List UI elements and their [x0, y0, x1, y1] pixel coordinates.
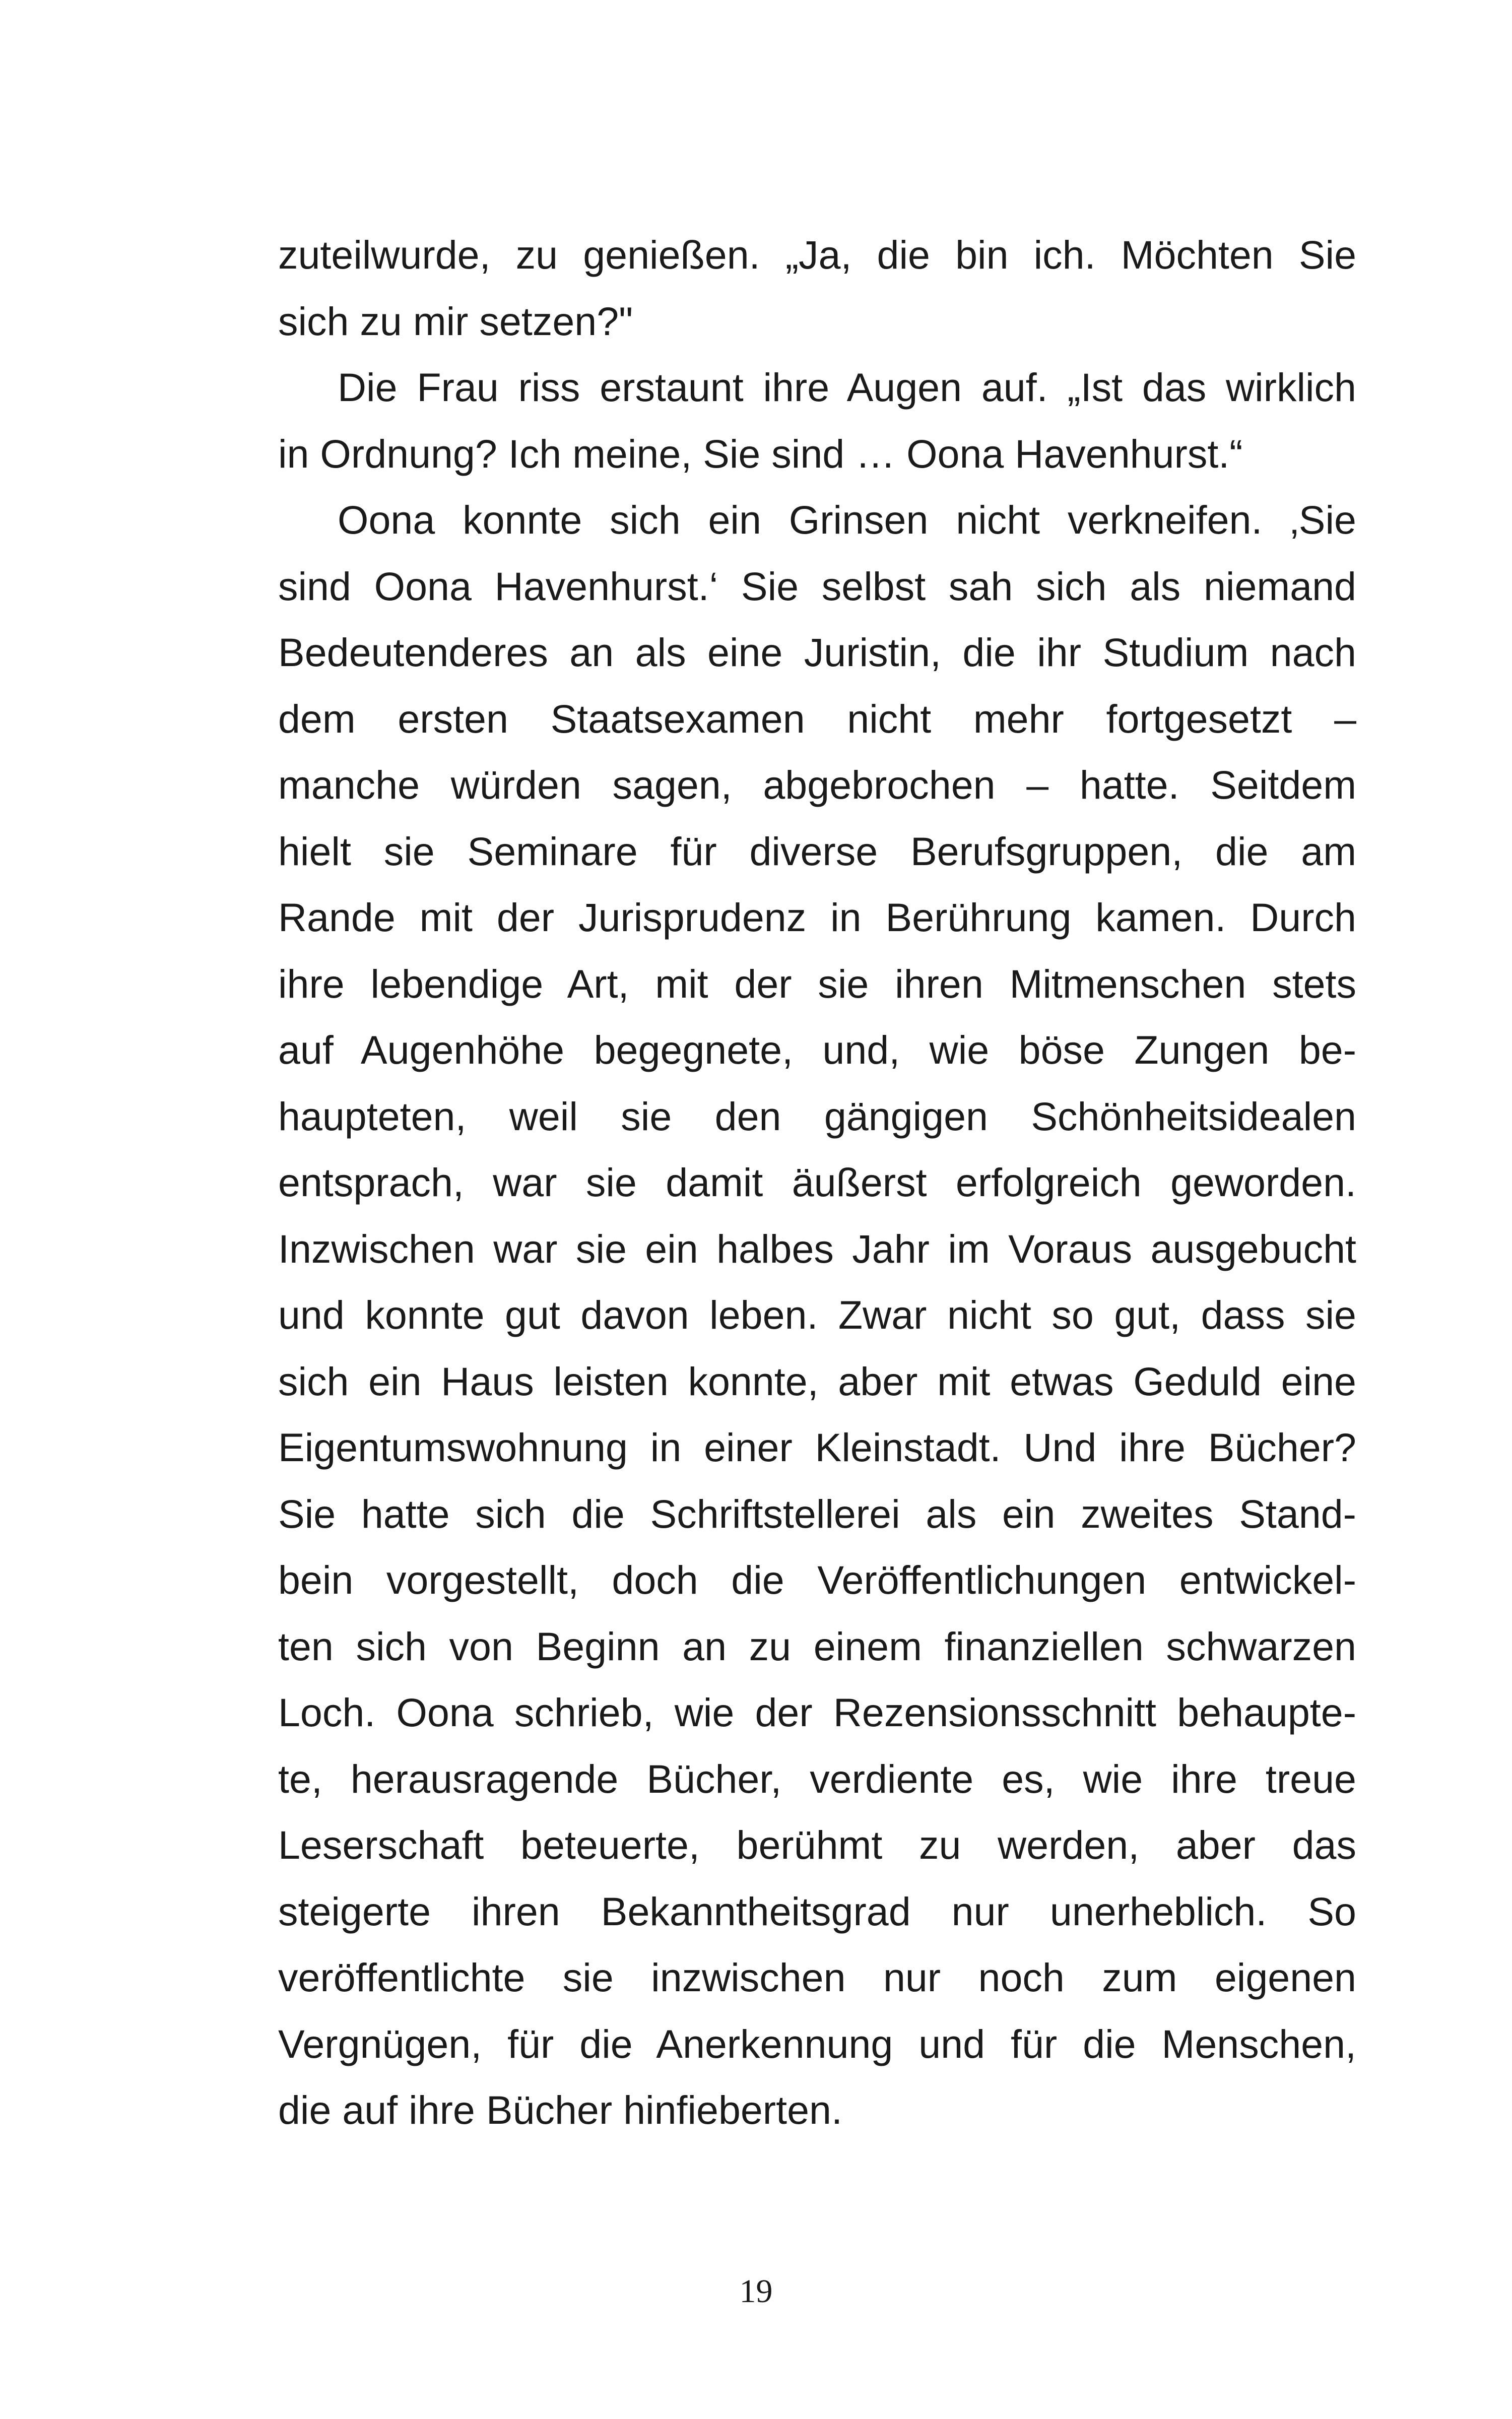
page-number: 19: [739, 2273, 773, 2310]
text-line: Inzwischen war sie ein halbes Jahr im Voraus ausgebucht: [278, 1226, 1356, 1271]
text-line: entsprach, war sie damit äußerst erfolgreich geworden.: [278, 1160, 1356, 1205]
text-line: Loch. Oona schrieb, wie der Rezensionsschnitt behaupte-: [278, 1690, 1356, 1735]
text-line: Die Frau riss erstaunt ihre Augen auf. „Ist das wirklich: [338, 365, 1356, 410]
text-line: veröffentlichte sie inzwischen nur noch zum eigenen: [278, 1955, 1356, 2000]
text-line: bein vorgestellt, doch die Veröffentlichungen entwickel-: [278, 1557, 1356, 1602]
text-line: Oona konnte sich ein Grinsen nicht verkneifen. ‚Sie: [338, 497, 1356, 542]
text-line: in Ordnung? Ich meine, Sie sind … Oona Havenhurst.“: [278, 431, 1243, 476]
text-line: Bedeutenderes an als eine Juristin, die ihr Studium nach: [278, 630, 1356, 675]
text-line: dem ersten Staatsexamen nicht mehr fortgesetzt –: [278, 696, 1356, 741]
text-line: ten sich von Beginn an zu einem finanziellen schwarzen: [278, 1623, 1356, 1669]
text-line: Rande mit der Jurisprudenz in Berührung kamen. Durch: [278, 895, 1356, 940]
text-line: ihre lebendige Art, mit der sie ihren Mitmenschen stets: [278, 961, 1356, 1006]
text-line: sich zu mir setzen?": [278, 298, 633, 344]
text-line: die auf ihre Bücher hinfieberten.: [278, 2087, 842, 2132]
text-line: Sie hatte sich die Schriftstellerei als ein zweites Stand-: [278, 1491, 1356, 1536]
text-line: und konnte gut davon leben. Zwar nicht so gut, dass sie: [278, 1292, 1356, 1337]
text-line: manche würden sagen, abgebrochen – hatte. Seitdem: [278, 762, 1356, 807]
text-line: steigerte ihren Bekanntheitsgrad nur unerheblich. So: [278, 1888, 1356, 1934]
text-line: haupteten, weil sie den gängigen Schönheitsidealen: [278, 1093, 1356, 1139]
text-line: Vergnügen, für die Anerkennung und für die Menschen,: [278, 2021, 1356, 2066]
body-text: [278, 222, 1356, 2143]
text-line: Leserschaft beteuerte, berühmt zu werden, aber das: [278, 1822, 1356, 1867]
text-line: te, herausragende Bücher, verdiente es, wie ihre treue: [278, 1756, 1356, 1801]
text-line: auf Augenhöhe begegnete, und, wie böse Zungen be-: [278, 1027, 1356, 1072]
text-line: sind Oona Havenhurst.‘ Sie selbst sah sich als niemand: [278, 563, 1356, 609]
text-line: zuteilwurde, zu genießen. „Ja, die bin ich. Möchten Sie: [278, 232, 1356, 277]
text-line: hielt sie Seminare für diverse Berufsgruppen, die am: [278, 828, 1356, 874]
text-line: Eigentumswohnung in einer Kleinstadt. Und ihre Bücher?: [278, 1425, 1356, 1470]
text-line: sich ein Haus leisten konnte, aber mit etwas Geduld eine: [278, 1358, 1356, 1404]
